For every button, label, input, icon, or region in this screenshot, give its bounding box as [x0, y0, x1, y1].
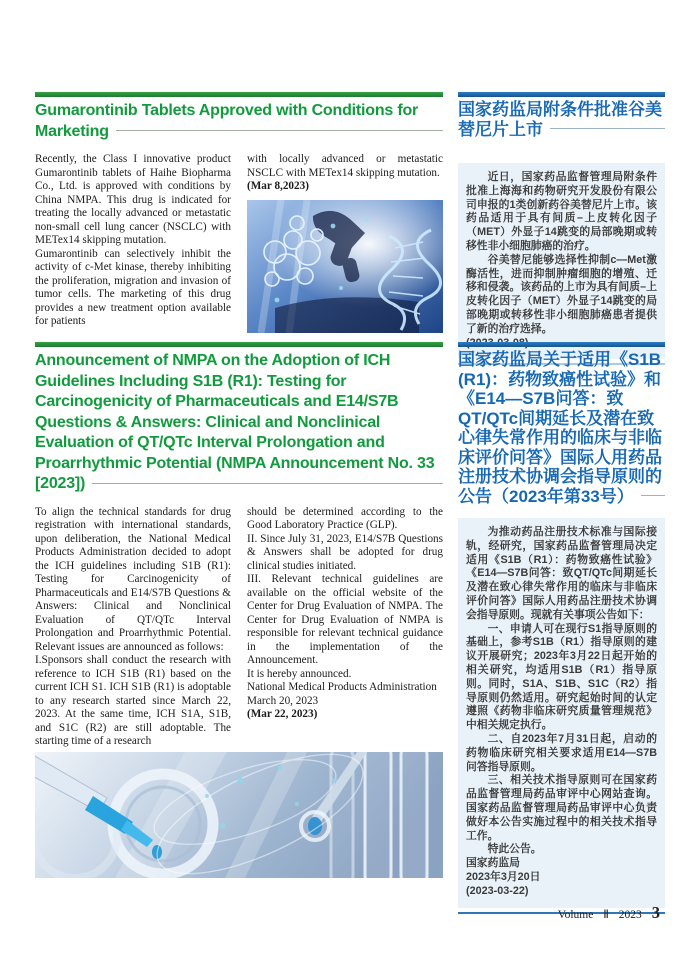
green-accent-bar: [35, 342, 443, 347]
signer: 国家药监局: [466, 857, 520, 870]
paragraph: with locally advanced or metastatic NSCLC with METex14 skipping mutation.: [247, 153, 443, 179]
article-title-en: Gumarontinib Tablets Approved with Conditions for Marketing: [35, 101, 443, 142]
publish-date: (2023-03-22): [466, 884, 529, 897]
page-footer: [558, 903, 660, 923]
paragraph: 三、相关技术指导原则可在国家药品监督管理局药品审评中心网站查询。国家药品监督管理局药品审评中心负责做好本公告实施过程中的相关技术指导工作。: [466, 774, 657, 842]
green-accent-bar: [35, 92, 443, 97]
paragraph: Gumarontinib can selectively inhibit the activity of c-Met kinase, thereby inhibiting the proliferation, migration and invasion of tumor cells. The marketing of this drug provides a new treatment option available for patients: [35, 247, 231, 327]
blue-accent-bar: [458, 92, 665, 97]
article-title-zh: 国家药监局关于适用《S1B (R1)：药物致癌性试验》和《E14—S7B问答：致QT/QTc间期延长及潜在致心律失常作用的临床与非临床评价问答》国际人用药品注册技术协调会指导原则的公告（2023年第33号）: [458, 350, 665, 506]
article-gumarontinib-en: [35, 92, 443, 333]
publish-date: (Mar 8,2023): [247, 180, 309, 192]
article-ich-announcement-en: [35, 342, 443, 749]
paragraph: I.Sponsors shall conduct the research with reference to ICH S1B (R1) based on the current ICH S1. ICH S1B (R1) is adoptable to any research started since March 22, 2023. At the same time, ICH S1A, S1B, and S1C (R2) are still adoptable. The starting time of a research: [35, 654, 231, 747]
paragraph: II. Since July 31, 2023, E14/S7B Questions & Answers shall be adopted for drug clinical studies initiated.: [247, 532, 443, 572]
paragraph: It is hereby announced.: [247, 667, 352, 680]
article-title-en: Announcement of NMPA on the Adoption of ICH Guidelines Including S1B (R1): Testing for Carcinogenicity of Pharmaceuticals and E14/S7B Questions & Answers: Clinical and Nonclinical Evaluation of QT/QTc Interval Prolongation and Proarrhythmic Potential (NMPA Announcement No. 33 [2023]): [35, 351, 443, 495]
signer: National Medical Products Administration: [247, 681, 437, 693]
paragraph: Recently, the Class I innovative product Gumarontinib tablets of Haihe Biopharma Co., Ltd. is approved with conditions by China NMPA. This drug is indicated for treating the locally advanced or metastatic non-small cell lung cancer (NSCLC) with METex14 skipping mutation.: [35, 153, 231, 246]
body-column-1: [35, 153, 231, 333]
paragraph: 近日，国家药品监督管理局附条件批准上海海和药物研究开发股份有限公司申报的1类创新药谷美替尼片上市。该药品适用于具有间质–上皮转化因子（MET）外显子14跳变的局部晚期或转移性非小细胞肺癌的治疗。: [466, 171, 657, 252]
science-illustration-figure: [247, 200, 443, 333]
article-title-zh: 国家药监局附条件批准谷美替尼片上市: [458, 100, 665, 139]
paragraph: 谷美替尼能够选择性抑制c—Met激酶活性，进而抑制肿瘤细胞的增殖、迁移和侵袭。该药品的上市为具有间质–上皮转化因子（MET）外显子14跳变的局部晚期或转移性非小细胞肺癌患者提供了新的治疗选择。: [466, 253, 657, 335]
lab-illustration-figure: [35, 752, 443, 878]
paragraph: 为推动药品注册技术标准与国际接轨，经研究，国家药品监督管理局决定适用《S1B（R1）：药物致癌性试验》《E14—S7B问答：致QT/QTc间期延长及潜在致心律失常作用的临床与非临床评价问答》国际人用药品注册技术协调会指导原则。现就有关事项公告如下：: [466, 526, 657, 621]
paragraph: 特此公告。: [487, 843, 542, 856]
sign-date: 2023年3月20日: [466, 870, 541, 883]
publish-date: (Mar 22, 2023): [247, 708, 318, 720]
article-ich-announcement-zh: [458, 342, 665, 914]
paragraph: III. Relevant technical guidelines are available on the official website of the Center for Drug Evaluation of NMPA. The Center for Drug Evaluation of NMPA is responsible for relevant technical guidance in the implementation of the Announcement.: [247, 573, 443, 666]
paragraph: 一、申请人可在现行S1指导原则的基础上，参考S1B（R1）指导原则的建议开展研究；2023年3月22日起开始的相关研究，均适用S1B（R1）指导原则。同时，S1A、S1B、S1C（R2）指导原则仍然适用。研究起始时间的认定遵照《药物非临床研究质量管理规范》中相关规定执行。: [466, 622, 657, 732]
blue-accent-bar: [458, 342, 665, 347]
body-column-2: [247, 506, 443, 749]
sign-date: March 20, 2023: [247, 694, 319, 707]
body-column-1: [35, 506, 231, 749]
article-gumarontinib-zh: [458, 92, 665, 365]
volume-label: Volume Ⅱ 2023: [557, 909, 642, 921]
chinese-body-panel: [458, 163, 665, 359]
body-column-2: [247, 153, 443, 333]
paragraph: should be determined according to the Good Laboratory Practice (GLP).: [247, 505, 443, 531]
laboratory-glassware-pipette-illustration: [35, 752, 443, 878]
science-microscope-dna-illustration: [247, 200, 443, 333]
page-number: 3: [651, 903, 660, 922]
two-column-body: [35, 153, 443, 333]
paragraph: To align the technical standards for drug registration with international standards, upon deliberation, the National Medical Products Administration decided to adopt the ICH guidelines including S1B (R1): Testing for Carcinogenicity of Pharmaceuticals and E14/S7B Questions & Answers: Clinical and Nonclinical Evaluation of QT/QTc Interval Prolongation and Proarrhythmic Potential. Relevant issues are announced as follows:: [35, 505, 231, 653]
paragraph: 二、自2023年7月31日起，启动的药物临床研究相关要求适用E14—S7B问答指导原则。: [466, 732, 657, 773]
chinese-body-panel: [458, 518, 665, 908]
two-column-body: [35, 506, 443, 749]
